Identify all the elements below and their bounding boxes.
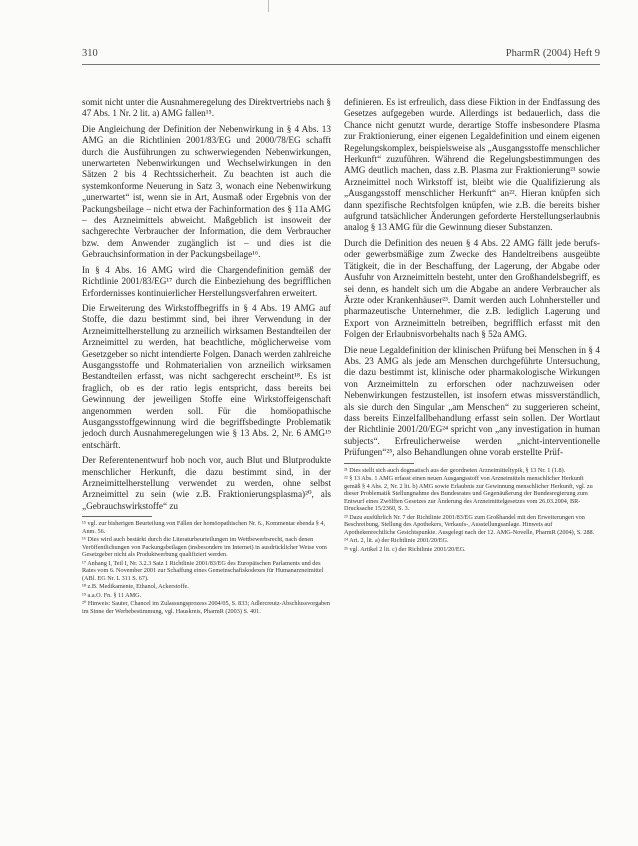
right-column bbox=[344, 97, 600, 554]
paragraph: Die Angleichung der Definition der Nebenwirkung in § 4 Abs. 13 AMG an die Richtlinien 2001/83/EG und 2000/78/EG schafft durch die Ausführungen zu schwerwiegenden Nebenwirkungen, unerwarteten Nebenwirkungen und Wechselwirkungen in den Sätzen 2 bis 4 Rechtssicherheit. Zu beachten ist auch die systemkonforme Neuerung in Satz 3, wonach eine Nebenwirkung „unerwartet“ ist, wenn sie in Art, Ausmaß oder Ergebnis von der Packungsbeilage – nicht etwa der Fachinformation des § 11a AMG – des Arzneimittels abweicht. Maßgeblich ist insoweit der sachgerechte Verbraucher der Information, die dem Verbraucher bzw. dem Anwender zugänglich ist – und dies ist die Gebrauchsinformation in der Packungsbeilage¹⁶. bbox=[82, 123, 331, 260]
footnote: ²³ Dazu ausführlich Nr. 7 der Richtlinie 2001/83/EG zum Großhandel mit den Erweiterungen von Beschreibung, Stellung des Apothekers, Verkaufs-, Ausstellungsanlage. Hinweis auf Apothekenrechtliche Gesichtspunkte. Ausgelegt nach der 12. AMG-Novelle, PharmR (2004), S. 288. bbox=[344, 513, 595, 536]
page-header bbox=[82, 48, 600, 64]
footnote: ¹⁷ Anhang I, Teil I, Nr. 3.2.3 Satz 1 Richtlinie 2001/83/EG des Europäischen Parlaments und des Rates vom 6. November 2001 zur Schaffung eines Gemeinschaftskodexes für Humanarzneimittel (ABl. EG Nr. L 311 S. 67). bbox=[82, 559, 324, 582]
footnote: ¹⁸ z.B. Medikamente, Ethanol, Ackerstoffe. bbox=[82, 583, 189, 591]
footnote: ²⁴ Art. 2, lit. a) der Richtlinie 2001/20/EG. bbox=[344, 537, 449, 545]
paragraph: Der Referentenentwurf hob noch vor, auch Blut und Blutprodukte menschlicher Herkunft, die dazu bestimmt sind, in der Arzneimittelherstellung verwendet zu werden, ohne selbst Arzneimittel zu sein (wie z.B. Fraktionierungsplasma)²⁰, als „Gebrauchswirkstoffe“ zu bbox=[82, 455, 331, 511]
page-number: 310 bbox=[82, 48, 98, 59]
paragraph: In § 4 Abs. 16 AMG wird die Chargendefinition gemäß der Richtlinie 2001/83/EG¹⁷ durch die Einbeziehung des begrifflichen Erfordernisses kontinuierlicher Herstellungsverfahren erweitert. bbox=[82, 264, 331, 298]
footnote: ¹⁶ Dies wird auch bestärkt durch die Literaturbeurteilungen im Wettbewerbsrecht, nach denen Veröffentlichungen von Packungsbeilagen (insbesondere im Internet) in ausdrücklicher Weise vom Gesetzgeber nicht als Produktwerbung qualifiziert werden. bbox=[82, 536, 327, 559]
footnote: ¹⁵ vgl. zur bisherigen Beurteilung von Fällen der homöopathischen Nr. 6., Kommentar ebenda § 4, Anm. 56. bbox=[82, 520, 326, 535]
footnote: ²¹ Dies stellt sich auch dogmatisch aus der geordneten Arzneimitteltypik, § 13 Nr. 1 (1.8). bbox=[344, 466, 566, 474]
paragraph: somit nicht unter die Ausnahmeregelung des Direktvertriebs nach § 47 Abs. 1 Nr. 2 lit. a) AMG fallen¹⁵. bbox=[82, 97, 331, 119]
scan-mark bbox=[268, 0, 269, 12]
header-rule bbox=[82, 64, 600, 65]
footnote: ²² § 13 Abs. 1 AMG erfasst einen neuen Ausgangsstoff von Arzneimitteln menschlicher Herkunft gemäß § 4 Abs. 2, Nr. 2 lit. b) AMG sowie Erlaubnis zur Gewinnung menschlicher Herkunft, vgl. zu dieser Problematik Stellungnahme des Bundesrates und Gegenäußerung der Bundesregierung zum Entwurf eines Zwölften Gesetzes zur Änderung des Arzneimittelgesetzes vom 26.03.2004, BR-Drucksache 15/2360, S. 3. bbox=[344, 474, 593, 513]
footnote-rule bbox=[82, 516, 152, 517]
paragraph: Durch die Definition des neuen § 4 Abs. 22 AMG fällt jede berufs- oder gewerbsmäßige zum Zwecke des Handeltreibens ausgeübte Tätigkeit, die in der Beschaffung, der Lagerung, der Abgabe oder Ausfuhr von Arzneimitteln besteht, unter den Großhandelsbegriff, es sei denn, es handelt sich um die Abgabe an andere Verbraucher als Ärzte oder Krankenhäuser²³. Damit werden auch Lohnhersteller und pharmazeutische Unternehmer, die z.B. lediglich Lagerung und Export von Arzneimitteln betreiben, begrifflich erfasst mit den Folgen der Erlaubnisvorbehalts nach § 52a AMG. bbox=[344, 237, 600, 340]
footnote-rule bbox=[344, 463, 414, 464]
footnote: ²⁵ vgl. Artikel 2 lit. c) der Richtlinie 2001/20/EG. bbox=[344, 545, 466, 553]
paragraph: definieren. Es ist erfreulich, dass diese Fiktion in der Endfassung des Gesetzes aufgegeben wurde. Allerdings ist bedauerlich, dass die Chance nicht genutzt wurde, derartige Stoffe insbesondere Plasma zur Fraktionierung, einer eigenen Legaldefinition und einem eigenen Regelungskomplex, beispielsweise als „Ausgangsstoffe menschlicher Herkunft“ zuzuführen. Während die Regelungsbestimmungen des AMG deutlich machen, dass z.B. Plasma zur Fraktionierung²¹ sowie Arzneimittel noch Wirkstoff ist, bleibt wie die Qualifizierung als „Ausgangsstoff menschlicher Herkunft“ an²². Hieran knüpfen sich dann spezifische Rechtsfolgen knüpfen, wie z.B. die bereits bisher aufgrund tatsächlicher Änderungen geforderte Herstellungserlaubnis analog § 13 AMG für die Gewinnung dieser Substanzen. bbox=[344, 97, 600, 233]
footnote: ¹⁹ a.a.O. Fn. § 11 AMG. bbox=[82, 591, 142, 599]
footnote: ²⁰ Hinweis: Sauter, Chancel im Zulassungsprozess 2004/05, S. 833; Adlercreutz-Abschlussvorgaben im Sinne der Werbebestimmung, vgl. Hauskreis, PharmR (2003) S. 401. bbox=[82, 600, 330, 615]
paragraph: Die Erweiterung des Wirkstoffbegriffs in § 4 Abs. 19 AMG auf Stoffe, die dazu bestimmt sind, bei ihrer Verwendung in der Arzneimittelherstellung zu arzneilich wirksamen Bestandteilen der Arzneimittel zu werden, hat beachtliche, möglicherweise vom Gesetzgeber so nicht intendierte Folgen. Danach werden zahlreiche Ausgangsstoffe und Rohmaterialien von arzneilich wirksamen Bestandteilen erfasst, was nicht sachgerecht erscheint¹⁸. Es ist fraglich, ob es der ratio legis entspricht, dass bereits bei Gewinnung der jeweiligen Stoffe eine Wirkstoffeigenschaft angenommen werden soll. Für die homöopathische Ausgangsstoffgewinnung wird die begriffsbedingte Problematik jedoch durch Ausnahmeregelungen wie § 13 Abs. 2, Nr. 6 AMG¹⁹ entschärft. bbox=[82, 302, 331, 450]
journal-reference: PharmR (2004) Heft 9 bbox=[505, 48, 600, 59]
left-column bbox=[82, 97, 331, 616]
paragraph: Die neue Legaldefinition der klinischen Prüfung bei Menschen in § 4 Abs. 23 AMG als jede am Menschen durchgeführte Untersuchung, die dazu bestimmt ist, klinische oder pharmakologische Wirkungen von Arzneimitteln zu erforschen oder nachzuweisen oder Nebenwirkungen festzustellen, ist insofern etwas missverständlich, als sie durch den Singular „am Menschen“ zu suggerieren scheint, dass bereits Einzelfallbehandlung erfasst sein sollen. Der Wortlaut der Richtlinie 2001/20/EG²⁴ spricht von „any investigation in human subjects“. Erfreulicherweise werden „nicht-interventionelle Prüfungen“²⁵, also Behandlungen ohne vorab erstellte Prüf- bbox=[344, 344, 600, 458]
